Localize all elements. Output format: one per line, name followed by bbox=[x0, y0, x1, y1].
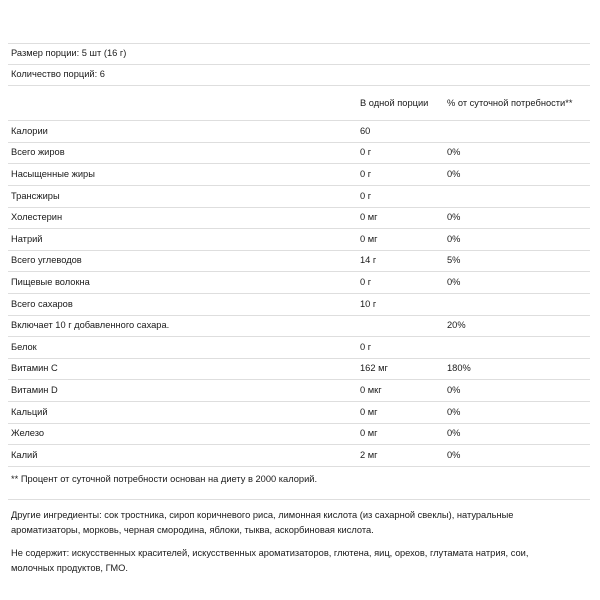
nutrient-name: Включает 10 г добавленного сахара. bbox=[11, 320, 170, 331]
nutrient-amount: 0 мг bbox=[360, 406, 378, 417]
nutrient-rows bbox=[8, 121, 590, 467]
table-row bbox=[8, 316, 590, 338]
table-row bbox=[8, 272, 590, 294]
nutrient-amount: 0 г bbox=[360, 276, 372, 287]
table-row bbox=[8, 445, 590, 467]
nutrient-name: Холестерин bbox=[11, 212, 63, 223]
serving-size-row bbox=[8, 43, 590, 65]
nutrient-amount: 162 мг bbox=[360, 363, 388, 374]
table-row bbox=[8, 143, 590, 165]
table-row bbox=[8, 424, 590, 446]
nutrient-daily-value: 20% bbox=[447, 320, 466, 331]
table-row bbox=[8, 186, 590, 208]
nutrient-amount: 0 г bbox=[360, 190, 372, 201]
divider bbox=[8, 499, 590, 500]
nutrient-daily-value: 0% bbox=[447, 233, 461, 244]
does-not-contain: Не содержит: искусственных красителей, искусственных ароматизаторов, глютена, яиц, орехов, глутамата натрия, сои, молочных продуктов, ГМО. bbox=[11, 547, 529, 573]
nutrient-daily-value: 0% bbox=[447, 428, 461, 439]
nutrient-amount: 10 г bbox=[360, 298, 377, 309]
nutrient-name: Калории bbox=[11, 125, 48, 136]
nutrient-name: Калий bbox=[11, 449, 38, 460]
nutrient-amount: 0 г bbox=[360, 341, 372, 352]
per-serving-header: В одной порции bbox=[360, 97, 429, 108]
nutrient-daily-value: 0% bbox=[447, 147, 461, 158]
daily-value-footnote: ** Процент от суточной потребности основан на диету в 2000 калорий. bbox=[11, 474, 318, 485]
daily-value-header: % от суточной потребности** bbox=[447, 97, 573, 108]
nutrient-amount: 0 мг bbox=[360, 428, 378, 439]
table-row bbox=[8, 402, 590, 424]
nutrient-amount: 0 г bbox=[360, 147, 372, 158]
nutrient-daily-value: 180% bbox=[447, 363, 471, 374]
table-header-row bbox=[8, 86, 590, 121]
table-row bbox=[8, 229, 590, 251]
nutrient-name: Железо bbox=[11, 428, 45, 439]
nutrient-amount: 2 мг bbox=[360, 449, 378, 460]
nutrient-daily-value: 0% bbox=[447, 212, 461, 223]
nutrient-daily-value: 0% bbox=[447, 449, 461, 460]
table-row bbox=[8, 121, 590, 143]
table-row bbox=[8, 251, 590, 273]
nutrient-daily-value: 0% bbox=[447, 169, 461, 180]
nutrient-amount: 14 г bbox=[360, 255, 377, 266]
table-row bbox=[8, 337, 590, 359]
table-row bbox=[8, 380, 590, 402]
nutrient-name: Всего углеводов bbox=[11, 255, 82, 266]
nutrient-daily-value: 0% bbox=[447, 384, 461, 395]
nutrient-name: Трансжиры bbox=[11, 190, 60, 201]
nutrient-name: Всего жиров bbox=[11, 147, 65, 158]
servings-count-row bbox=[8, 65, 590, 87]
nutrient-name: Насыщенные жиры bbox=[11, 169, 95, 180]
nutrient-daily-value: 5% bbox=[447, 255, 461, 266]
other-ingredients: Другие ингредиенты: сок тростника, сироп коричневого риса, лимонная кислота (из сахарной свеклы), натуральные ароматизаторы, морковь, черная смородина, яблоки, тыква, аскорбиновая кислота. bbox=[11, 509, 514, 535]
nutrient-amount: 60 bbox=[360, 125, 371, 136]
nutrient-name: Натрий bbox=[11, 233, 43, 244]
nutrient-name: Всего сахаров bbox=[11, 298, 73, 309]
nutrient-name: Пищевые волокна bbox=[11, 276, 90, 287]
nutrient-daily-value: 0% bbox=[447, 276, 461, 287]
nutrient-name: Витамин D bbox=[11, 384, 58, 395]
nutrient-name: Витамин С bbox=[11, 363, 58, 374]
table-row bbox=[8, 294, 590, 316]
nutrient-amount: 0 мкг bbox=[360, 384, 382, 395]
servings-count: Количество порций: 6 bbox=[11, 69, 105, 80]
nutrient-amount: 0 мг bbox=[360, 233, 378, 244]
nutrient-name: Белок bbox=[11, 341, 37, 352]
table-row bbox=[8, 164, 590, 186]
table-row bbox=[8, 359, 590, 381]
nutrition-facts-panel bbox=[8, 43, 590, 576]
nutrient-amount: 0 мг bbox=[360, 212, 378, 223]
serving-size: Размер порции: 5 шт (16 г) bbox=[11, 48, 127, 59]
table-row bbox=[8, 208, 590, 230]
nutrient-daily-value: 0% bbox=[447, 406, 461, 417]
nutrient-name: Кальций bbox=[11, 406, 48, 417]
nutrient-amount: 0 г bbox=[360, 169, 372, 180]
